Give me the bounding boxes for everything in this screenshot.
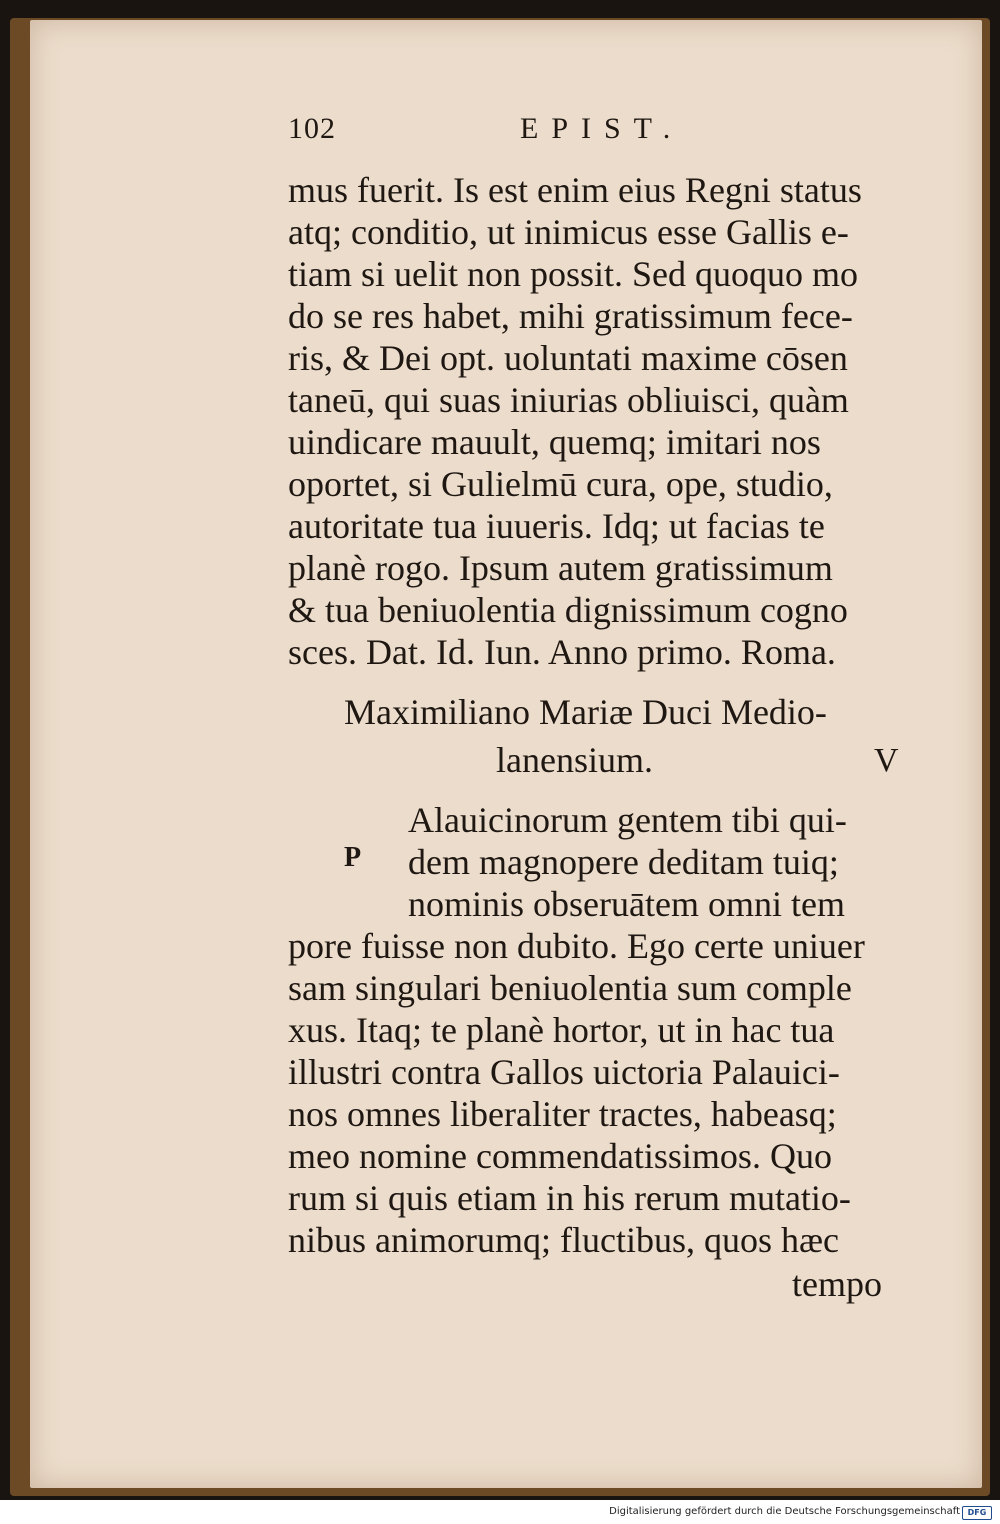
digitization-credit: Digitalisierung gefördert durch die Deutsche Forschungsgemeinschaft	[609, 1506, 960, 1517]
text-line: nos omnes liberaliter tractes, habeasq;	[288, 1094, 837, 1134]
text-line: sam singulari beniuolentia sum comple	[288, 968, 852, 1008]
text-line: xus. Itaq; te planè hortor, ut in hac tua	[288, 1010, 835, 1050]
initial-letter: P	[344, 842, 362, 873]
text-line: taneū, qui suas iniurias obliuisci, quàm	[288, 380, 849, 420]
text-line: meo nomine commendatissimos. Quo	[288, 1136, 832, 1176]
text-line: nominis obseruātem omni tem	[408, 884, 845, 924]
footer	[0, 1500, 1000, 1524]
text-line: nibus animorumq; fluctibus, quos hæc	[288, 1220, 839, 1260]
text-line: ris, & Dei opt. uoluntati maxime cōsen	[288, 338, 848, 378]
text-line: dem magnopere deditam tuiq;	[408, 842, 839, 882]
text-line: planè rogo. Ipsum autem gratissimum	[288, 548, 833, 588]
text-line: autoritate tua iuueris. Idq; ut facias te	[288, 506, 825, 546]
catchword: tempo	[792, 1264, 882, 1304]
page-header	[288, 112, 688, 156]
text-line: oportet, si Gulielmū cura, ope, studio,	[288, 464, 833, 504]
text-line: tiam si uelit non possit. Sed quoquo mo	[288, 254, 859, 294]
text-line: atq; conditio, ut inimicus esse Gallis e-	[288, 212, 849, 252]
text-line: do se res habet, mihi gratissimum fece-	[288, 296, 853, 336]
text-line: illustri contra Gallos uictoria Palauici-	[288, 1052, 840, 1092]
text-line: rum si quis etiam in his rerum mutatio-	[288, 1178, 851, 1218]
text-line: mus fuerit. Is est enim eius Regni status	[288, 170, 862, 210]
text-line: Alauicinorum gentem tibi qui-	[408, 800, 847, 840]
running-head: EPIST.	[520, 112, 684, 145]
letter-number: V	[874, 742, 899, 779]
text-line: uindicare mauult, quemq; imitari nos	[288, 422, 821, 462]
text-line: & tua beniuolentia dignissimum cogno	[288, 590, 848, 630]
dfg-logo-icon[interactable]: DFG	[962, 1506, 992, 1520]
text-line: pore fuisse non dubito. Ego certe uniuer	[288, 926, 865, 966]
page-number: 102	[288, 112, 336, 145]
text-line: sces. Dat. Id. Iun. Anno primo. Roma.	[288, 632, 836, 672]
letter-heading-line: lanensium.	[496, 740, 653, 780]
letter-heading-line: Maximiliano Mariæ Duci Medio-	[344, 692, 827, 732]
